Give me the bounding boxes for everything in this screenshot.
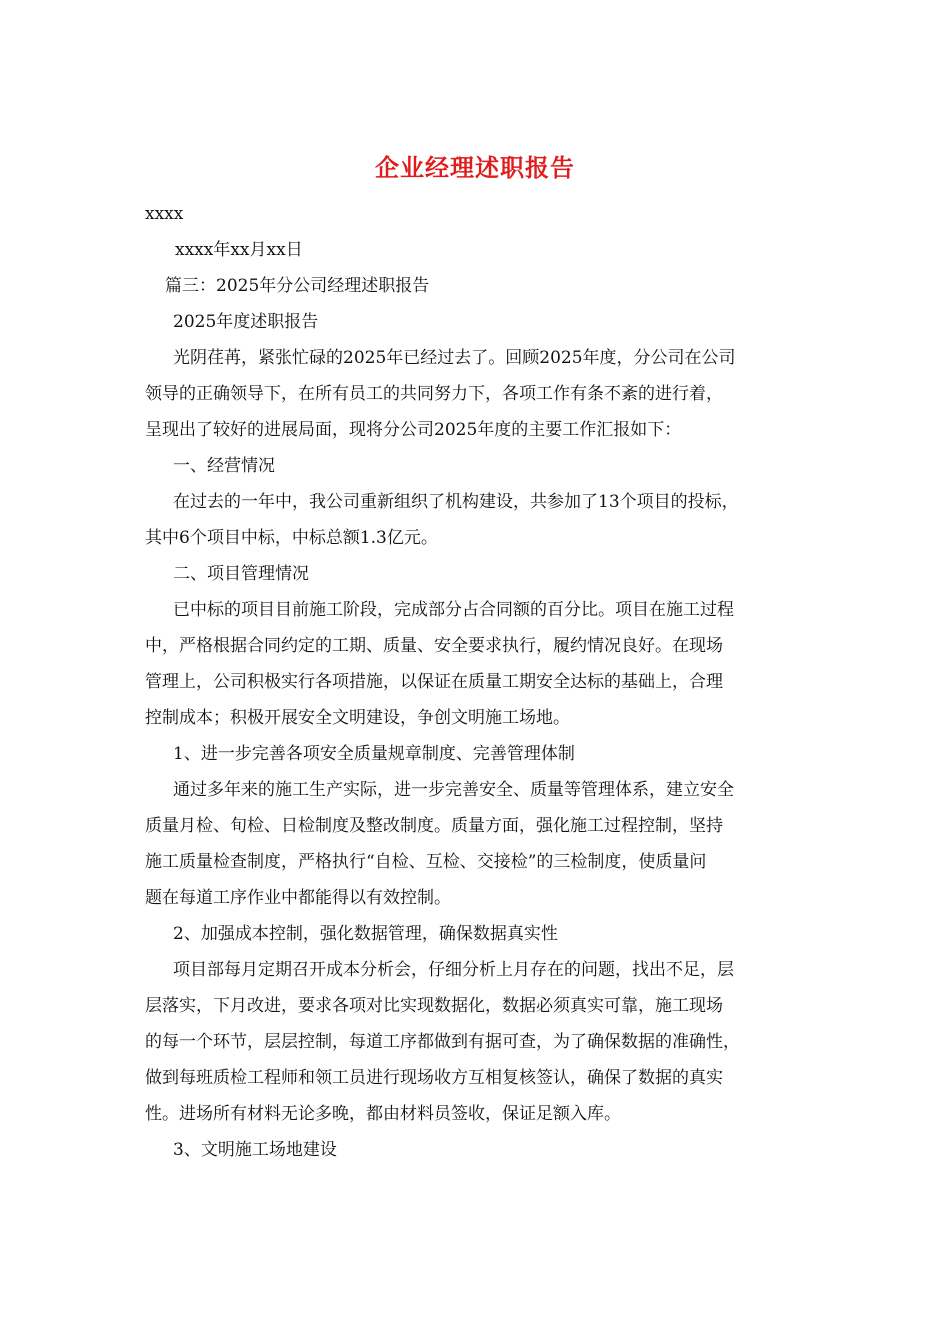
document-title: 企业经理述职报告 bbox=[375, 153, 575, 182]
item3-title: 3、文明施工场地建设 bbox=[173, 1140, 337, 1160]
item2-line-4: 做到每班质检工程师和领工员进行现场收方互相复核签认，确保了数据的真实 bbox=[145, 1068, 723, 1088]
chapter-heading: 篇三：2025年分公司经理述职报告 bbox=[165, 276, 430, 296]
intro-line-1: 光阴荏苒，紧张忙碌的2025年已经过去了。回顾2025年度，分公司在公司 bbox=[173, 348, 736, 368]
section2-line-4: 控制成本；积极开展安全文明建设，争创文明施工场地。 bbox=[145, 708, 570, 728]
item2-line-2: 层落实，下月改进，要求各项对比实现数据化，数据必须真实可靠，施工现场 bbox=[145, 996, 723, 1016]
section1-line-1: 在过去的一年中，我公司重新组织了机构建设，共参加了13个项目的投标， bbox=[173, 492, 739, 512]
item2-line-3: 的每一个环节，层层控制，每道工序都做到有据可查，为了确保数据的准确性， bbox=[145, 1032, 740, 1052]
report-heading: 2025年度述职报告 bbox=[173, 312, 319, 332]
section2-line-3: 管理上，公司积极实行各项措施，以保证在质量工期安全达标的基础上，合理 bbox=[145, 672, 723, 692]
item1-title: 1、进一步完善各项安全质量规章制度、完善管理体制 bbox=[173, 744, 575, 764]
item2-title: 2、加强成本控制，强化数据管理，确保数据真实性 bbox=[173, 924, 558, 944]
item1-line-4: 题在每道工序作业中都能得以有效控制。 bbox=[145, 888, 451, 908]
item1-line-3: 施工质量检查制度，严格执行“自检、互检、交接检”的三检制度，使质量问 bbox=[145, 852, 707, 872]
section2-title: 二、项目管理情况 bbox=[173, 564, 309, 584]
item2-line-1: 项目部每月定期召开成本分析会，仔细分析上月存在的问题，找出不足，层 bbox=[173, 960, 734, 980]
date-line: xxxx年xx月xx日 bbox=[175, 240, 303, 260]
item1-line-1: 通过多年来的施工生产实际，进一步完善安全、质量等管理体系，建立安全 bbox=[173, 780, 734, 800]
author-line: xxxx bbox=[145, 204, 184, 224]
document-body bbox=[145, 196, 810, 1168]
section2-line-1: 已中标的项目目前施工阶段，完成部分占合同额的百分比。项目在施工过程 bbox=[173, 600, 734, 620]
intro-line-2: 领导的正确领导下，在所有员工的共同努力下，各项工作有条不紊的进行着， bbox=[145, 384, 723, 404]
section2-line-2: 中，严格根据合同约定的工期、质量、安全要求执行，履约情况良好。在现场 bbox=[145, 636, 723, 656]
item2-line-5: 性。进场所有材料无论多晚，都由材料员签收，保证足额入库。 bbox=[145, 1104, 621, 1124]
section1-line-2: 其中6个项目中标，中标总额1.3亿元。 bbox=[145, 528, 438, 548]
section1-title: 一、经营情况 bbox=[173, 456, 275, 476]
intro-line-3: 呈现出了较好的进展局面，现将分公司2025年度的主要工作汇报如下： bbox=[145, 420, 682, 440]
item1-line-2: 质量月检、旬检、日检制度及整改制度。质量方面，强化施工过程控制，坚持 bbox=[145, 816, 723, 836]
